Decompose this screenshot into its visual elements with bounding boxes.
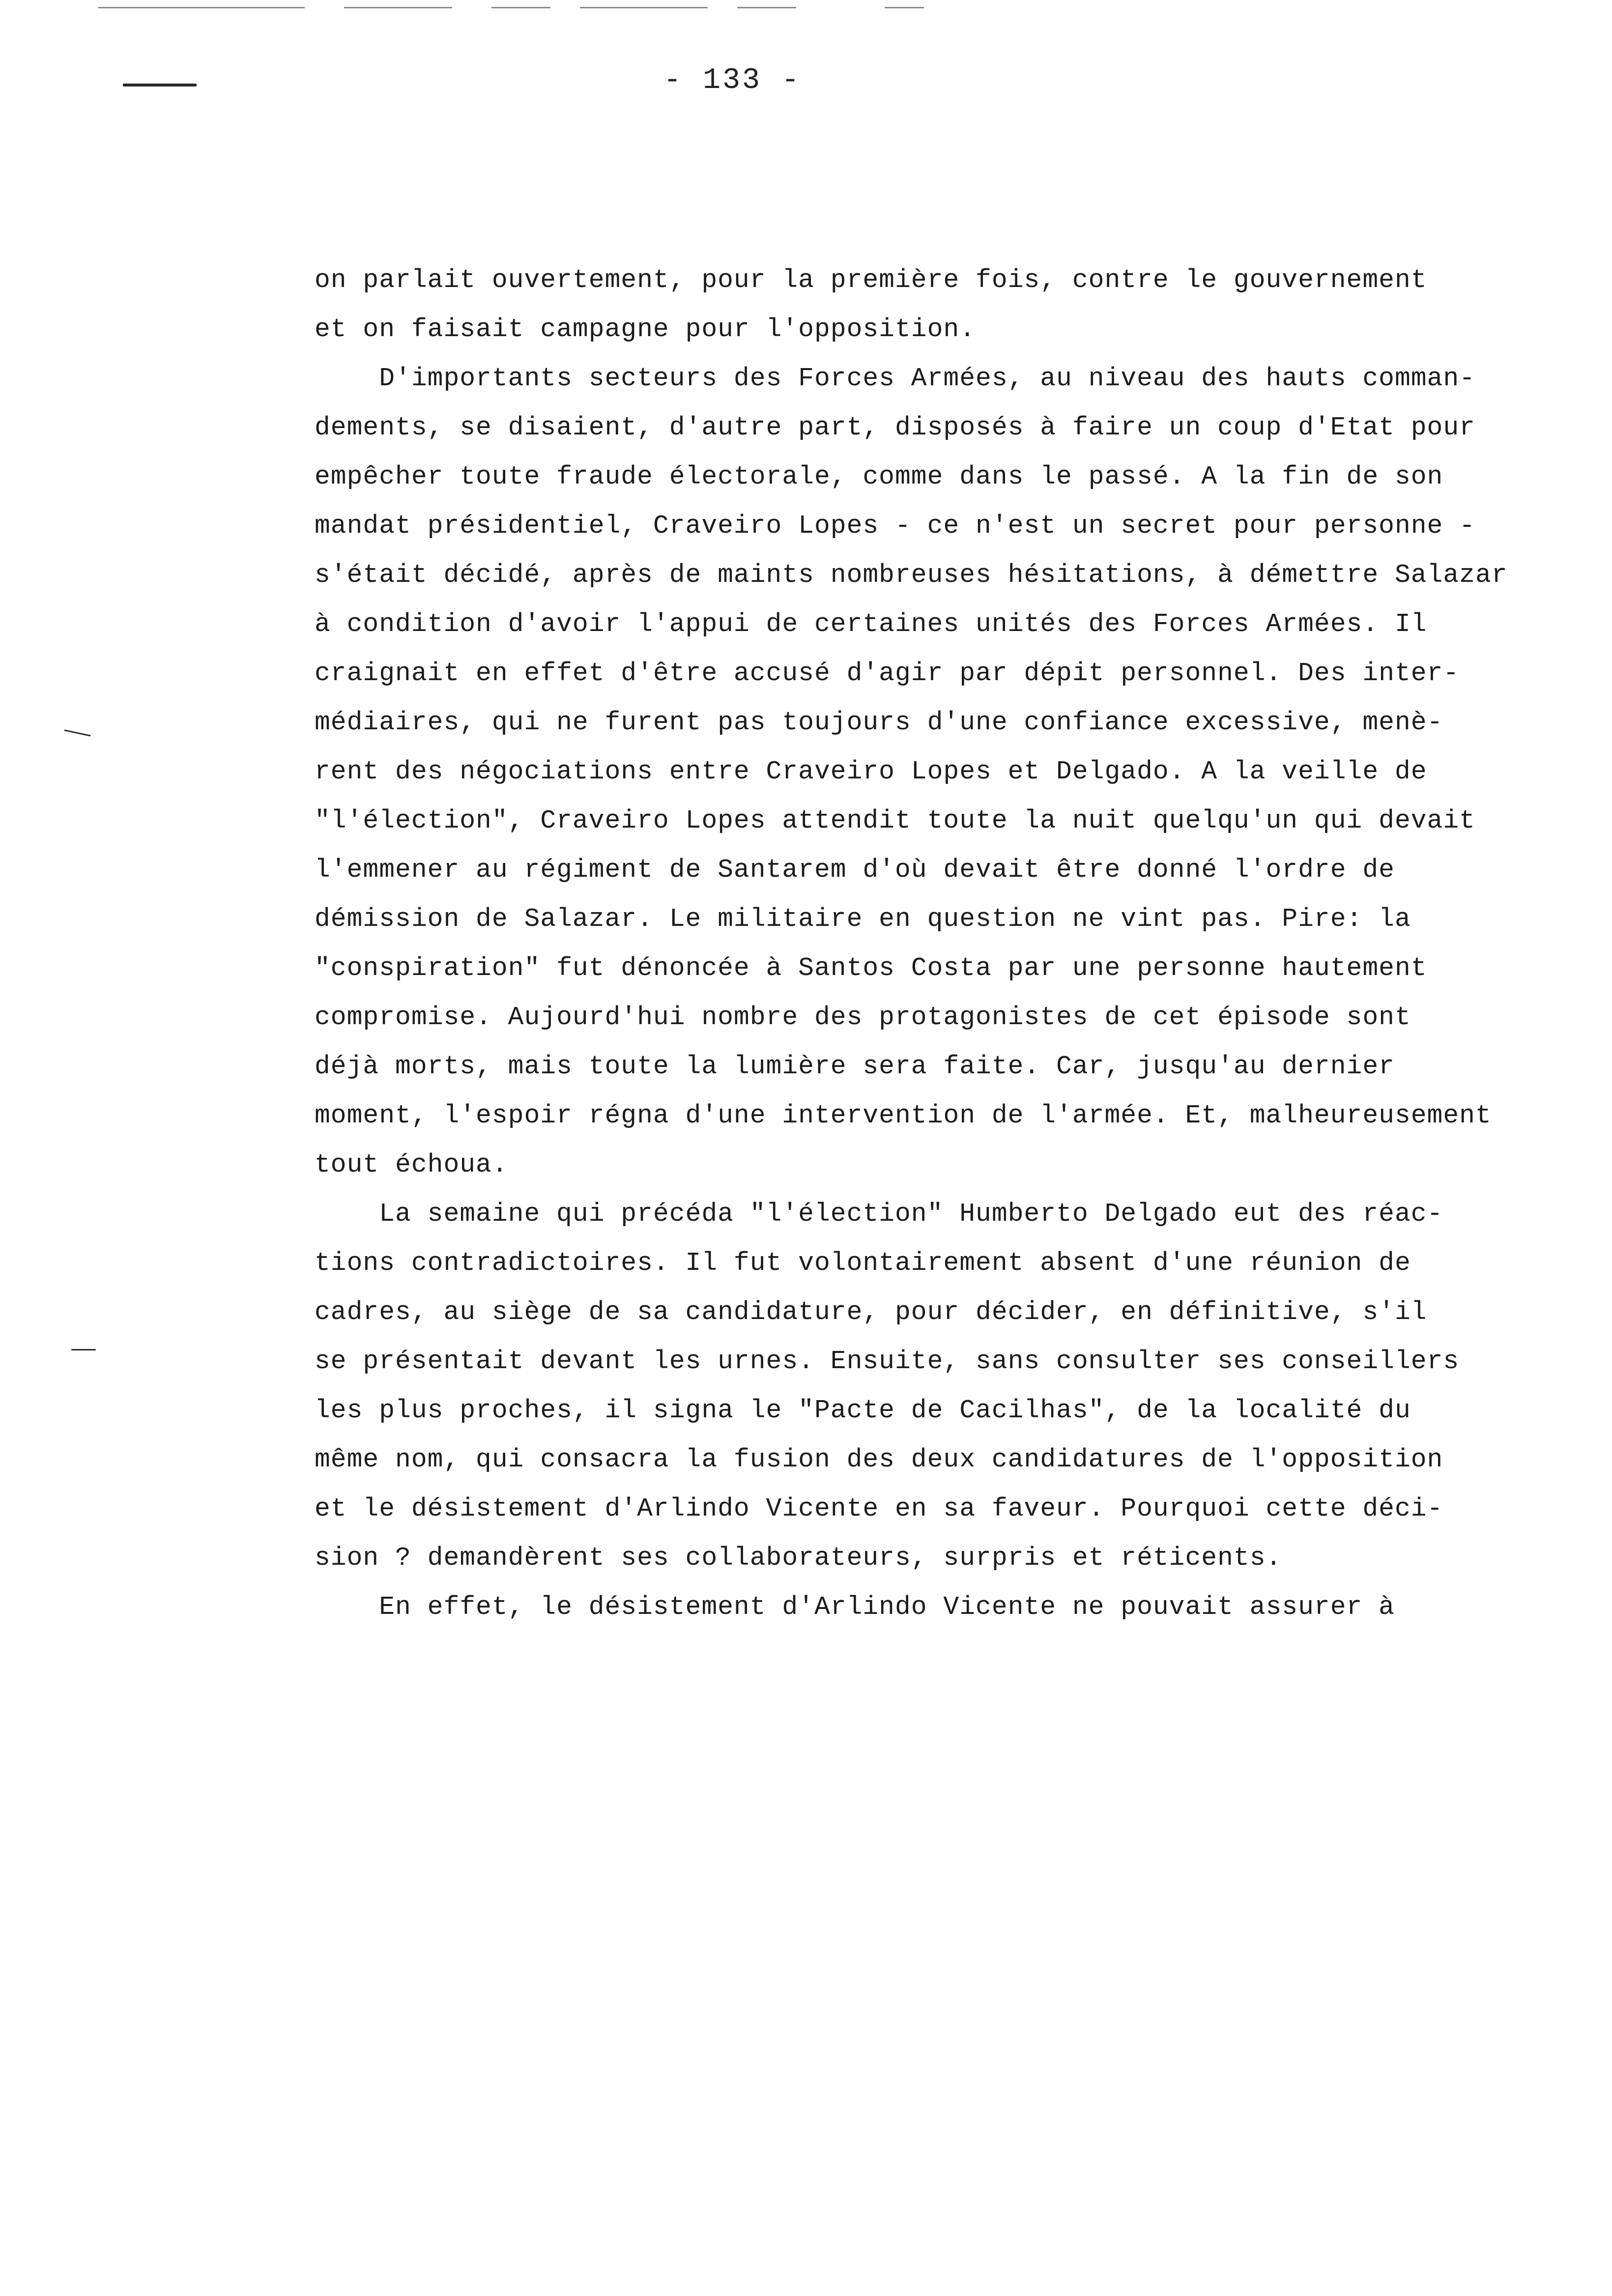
text-line: tout échoua. [315, 1150, 508, 1179]
text-line: et on faisait campagne pour l'opposition. [315, 315, 976, 344]
text-line: on parlait ouvertement, pour la première fois, contre le gouvernement [315, 265, 1427, 295]
page-number: - 133 - [663, 64, 802, 97]
top-rule [580, 7, 708, 8]
text-line: "l'élection", Craveiro Lopes attendit toute la nuit quelqu'un qui devait [315, 806, 1475, 835]
margin-mark [71, 1349, 96, 1350]
text-line: mandat présidentiel, Craveiro Lopes - ce n'est un secret pour personne - [315, 511, 1475, 541]
top-rule [885, 7, 924, 8]
margin-mark [123, 84, 197, 86]
text-line: se présentait devant les urnes. Ensuite, sans consulter ses conseillers [315, 1347, 1460, 1376]
text-line: compromise. Aujourd'hui nombre des protagonistes de cet épisode sont [315, 1003, 1411, 1032]
top-rule [98, 7, 305, 8]
text-line: sion ? demandèrent ses collaborateurs, surpris et réticents. [315, 1543, 1282, 1573]
body-text [315, 256, 1592, 1632]
text-line: même nom, qui consacra la fusion des deux candidatures de l'opposition [315, 1445, 1443, 1474]
text-line: "conspiration" fut dénoncée à Santos Costa par une personne hautement [315, 953, 1427, 983]
text-line: médiaires, qui ne furent pas toujours d'une confiance excessive, menè- [315, 708, 1443, 737]
text-line: empêcher toute fraude électorale, comme dans le passé. A la fin de son [315, 462, 1443, 491]
text-line: rent des négociations entre Craveiro Lopes et Delgado. A la veille de [315, 757, 1427, 786]
text-line: En effet, le désistement d'Arlindo Vicente ne pouvait assurer à [315, 1592, 1395, 1622]
text-line: dements, se disaient, d'autre part, disposés à faire un coup d'Etat pour [315, 413, 1475, 442]
text-line: s'était décidé, après de maints nombreuses hésitations, à démettre Salazar [315, 560, 1508, 590]
text-line: à condition d'avoir l'appui de certaines unités des Forces Armées. Il [315, 609, 1427, 639]
top-rule [491, 7, 550, 8]
text-line: La semaine qui précéda "l'élection" Humberto Delgado eut des réac- [315, 1199, 1443, 1229]
text-line: cadres, au siège de sa candidature, pour décider, en définitive, s'il [315, 1297, 1427, 1327]
margin-mark [64, 729, 90, 736]
text-line: moment, l'espoir régna d'une intervention de l'armée. Et, malheureusement [315, 1101, 1492, 1130]
top-rule [737, 7, 796, 8]
text-line: tions contradictoires. Il fut volontairement absent d'une réunion de [315, 1248, 1411, 1278]
text-line: l'emmener au régiment de Santarem d'où devait être donné l'ordre de [315, 855, 1395, 885]
text-line: déjà morts, mais toute la lumière sera faite. Car, jusqu'au dernier [315, 1052, 1395, 1081]
top-rule [344, 7, 452, 8]
text-line: démission de Salazar. Le militaire en question ne vint pas. Pire: la [315, 904, 1411, 934]
text-line: craignait en effet d'être accusé d'agir par dépit personnel. Des inter- [315, 659, 1460, 688]
text-line: et le désistement d'Arlindo Vicente en sa faveur. Pourquoi cette déci- [315, 1494, 1443, 1523]
text-line: D'importants secteurs des Forces Armées, au niveau des hauts comman- [315, 364, 1475, 393]
text-line: les plus proches, il signa le "Pacte de Cacilhas", de la localité du [315, 1396, 1411, 1425]
